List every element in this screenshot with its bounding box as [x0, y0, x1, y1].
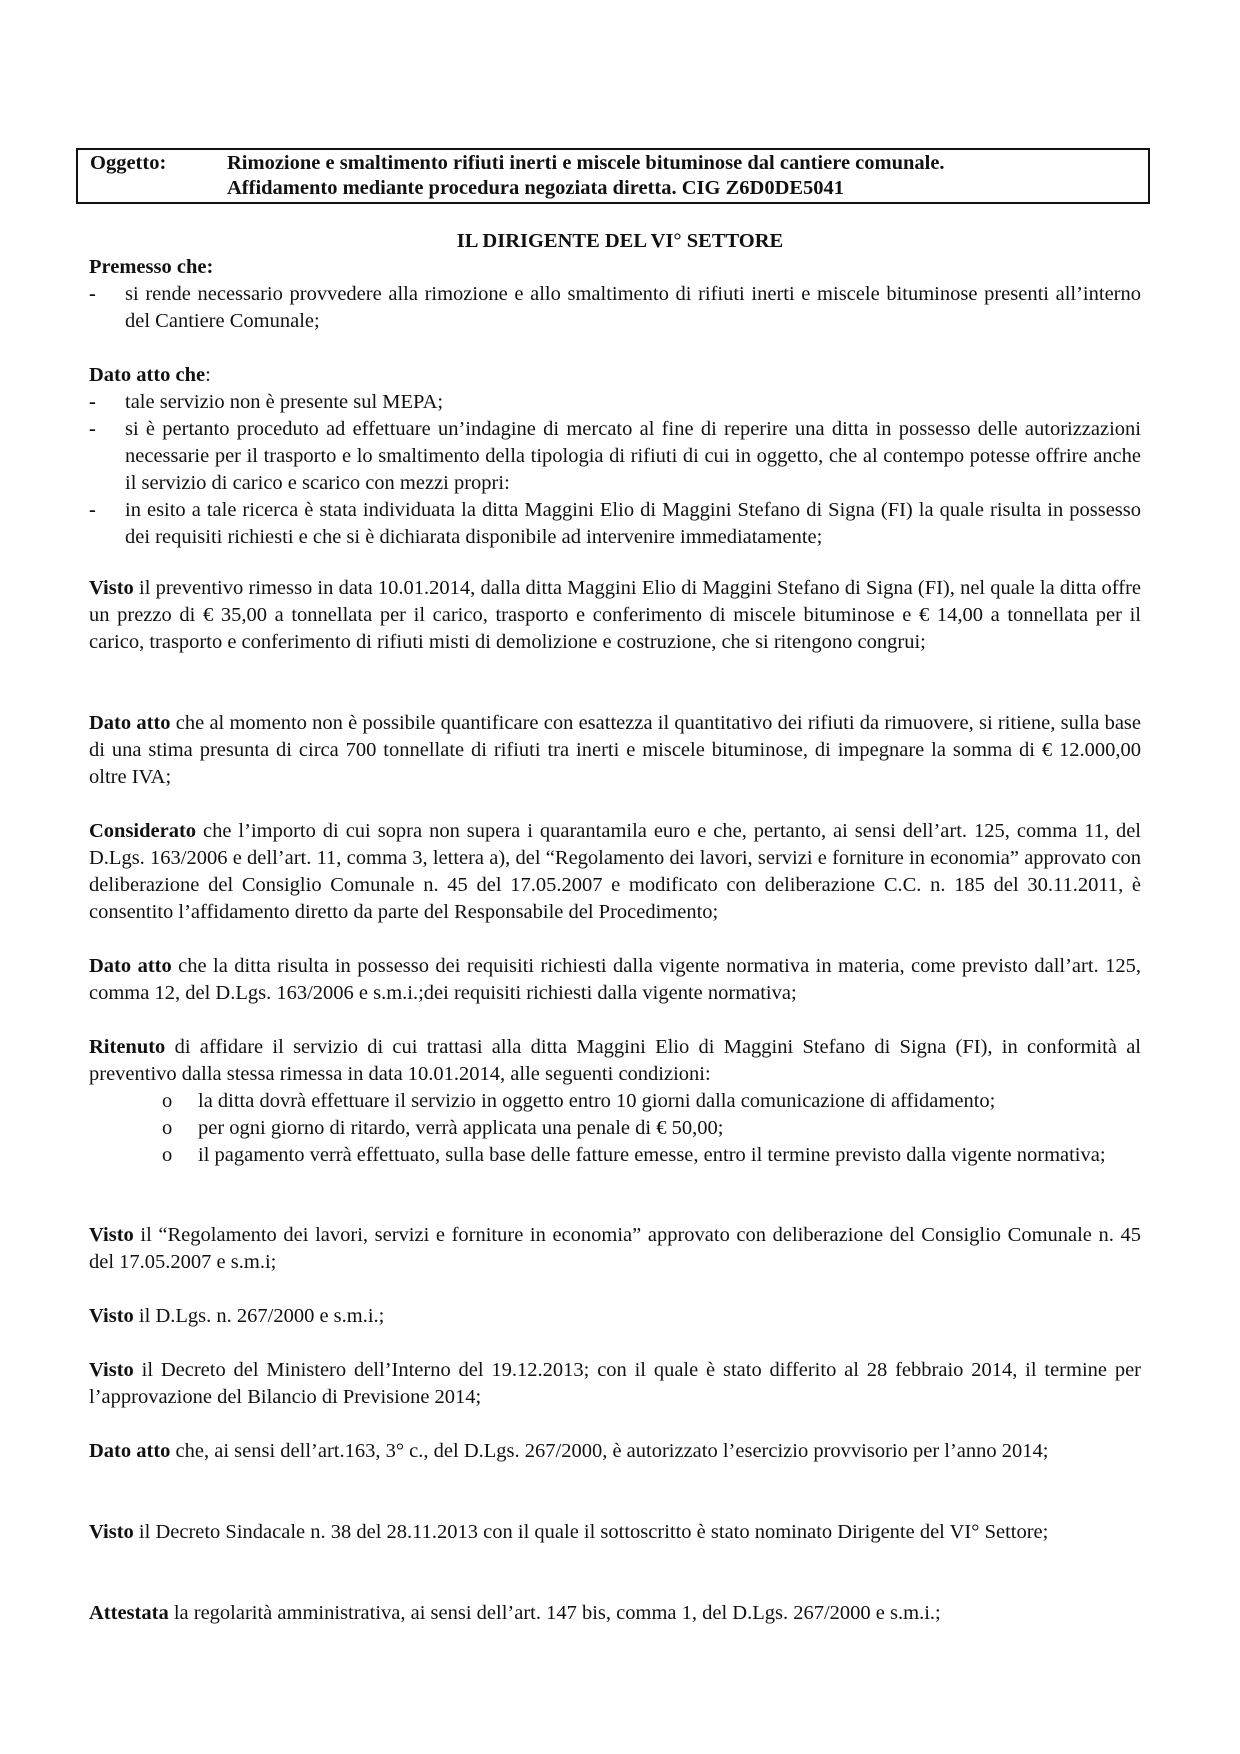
dash-bullet-icon: -	[89, 391, 96, 413]
section-premesso	[89, 254, 1141, 335]
paragraph-considerato: Considerato che l’importo di cui sopra non supera i quarantamila euro e che, pertanto, ai sensi dell’art. 125, comma 11, del D.Lgs. 163/2006 e dell’art. 11, comma 3, lettera a), del “Regolamento dei lavori, servizi e forniture in economia” approvato con deliberazione del Consiglio Comunale n. 45 del 17.05.2007 e modificato con deliberazione C.C. n. 185 del 30.11.2011, è consentito l’affidamento diretto da parte del Responsabile del Procedimento;	[89, 820, 1141, 923]
dash-bullet-icon: -	[89, 283, 96, 305]
section-heading: Dato atto che:	[89, 364, 211, 386]
subject-box	[76, 148, 1150, 204]
paragraph-attestata: Attestata la regolarità amministrativa, ai sensi dell’art. 147 bis, comma 1, del D.Lgs. 267/2000 e s.m.i.;	[89, 1602, 941, 1624]
circle-bullet-icon: o	[162, 1117, 173, 1139]
dash-bullet-icon: -	[89, 499, 96, 521]
paragraph-dato-atto-quantita: Dato atto che al momento non è possibile quantificare con esattezza il quantitativo dei rifiuti da rimuovere, si ritiene, sulla base di una stima presunta di circa 700 tonnellate di rifiuti tra inerti e miscele bituminose, di impegnare la somma di € 12.000,00 oltre IVA;	[89, 712, 1141, 788]
paragraph-ritenuto: Ritenuto di affidare il servizio di cui trattasi alla ditta Maggini Elio di Maggini Stefano di Signa (FI), in conformità al preventivo dalla stessa rimessa in data 10.01.2014, alle seguenti condizioni: o la ditta dovrà effettuare il servizio in oggetto entro 10 giorni dalla comunicazione di affidamento; o per ogni giorno di ritardo, verrà applicata una penale di € 50,00; o il pagamento verrà effettuato, sulla base delle fatture emesse, entro il termine previsto dalla vigente normativa;	[89, 1034, 1141, 1169]
subject-line-1: Rimozione e smaltimento rifiuti inerti e miscele bituminose dal cantiere comunale.	[227, 152, 945, 174]
list-item: - tale servizio non è presente sul MEPA;	[89, 389, 1141, 416]
paragraph-visto-decreto-ministero: Visto il Decreto del Ministero dell’Interno del 19.12.2013; con il quale è stato differito al 28 febbraio 2014, il termine per l’approvazione del Bilancio di Previsione 2014;	[89, 1359, 1141, 1408]
circle-bullet-icon: o	[162, 1144, 173, 1166]
document-title: IL DIRIGENTE DEL VI° SETTORE	[456, 230, 784, 252]
paragraph-visto-dlgs: Visto il D.Lgs. n. 267/2000 e s.m.i.;	[89, 1305, 385, 1327]
subject-label: Oggetto:	[90, 152, 167, 174]
list-item: - in esito a tale ricerca è stata individuata la ditta Maggini Elio di Maggini Stefano di Signa (FI) la quale risulta in possesso dei requisiti richiesti e che si è dichiarata disponibile ad intervenire immediatamente;	[89, 497, 1141, 551]
dash-bullet-icon: -	[89, 418, 96, 440]
circle-bullet-icon: o	[162, 1090, 173, 1112]
paragraph-dato-atto-esercizio: Dato atto che, ai sensi dell’art.163, 3° c., del D.Lgs. 267/2000, è autorizzato l’esercizio provvisorio per l’anno 2014;	[89, 1440, 1049, 1462]
section-heading: Premesso che:	[89, 256, 214, 278]
condition-item: o per ogni giorno di ritardo, verrà applicata una penale di € 50,00;	[89, 1115, 1141, 1142]
paragraph-visto-decreto-sindacale: Visto il Decreto Sindacale n. 38 del 28.11.2013 con il quale il sottoscritto è stato nominato Dirigente del VI° Settore;	[89, 1521, 1049, 1543]
condition-item: o la ditta dovrà effettuare il servizio in oggetto entro 10 giorni dalla comunicazione di affidamento;	[89, 1088, 1141, 1115]
paragraph-visto-regolamento: Visto il “Regolamento dei lavori, servizi e forniture in economia” approvato con deliberazione del Consiglio Comunale n. 45 del 17.05.2007 e s.m.i;	[89, 1224, 1141, 1273]
subject-line-2: Affidamento mediante procedura negoziata diretta. CIG Z6D0DE5041	[227, 177, 845, 199]
paragraph-dato-atto-requisiti: Dato atto che la ditta risulta in possesso dei requisiti richiesti dalla vigente normativa in materia, come previsto dall’art. 125, comma 12, del D.Lgs. 163/2006 e s.m.i.;dei requisiti richiesti dalla vigente normativa;	[89, 955, 1141, 1004]
list-item: - si è pertanto proceduto ad effettuare un’indagine di mercato al fine di reperire una ditta in possesso delle autorizzazioni necessarie per il trasporto e lo smaltimento della tipologia di rifiuti di cui in oggetto, che al contempo potesse offrire anche il servizio di carico e scarico con mezzi propri:	[89, 416, 1141, 497]
list-item: - si rende necessario provvedere alla rimozione e allo smaltimento di rifiuti inerti e miscele bituminose presenti all’interno del Cantiere Comunale;	[89, 281, 1141, 335]
paragraph-visto-preventivo: Visto il preventivo rimesso in data 10.01.2014, dalla ditta Maggini Elio di Maggini Stefano di Signa (FI), nel quale la ditta offre un prezzo di € 35,00 a tonnellata per il carico, trasporto e conferimento di miscele bituminose e € 14,00 a tonnellata per il carico, trasporto e conferimento di rifiuti misti di demolizione e costruzione, che si ritengono congrui;	[89, 577, 1141, 653]
condition-item: o il pagamento verrà effettuato, sulla base delle fatture emesse, entro il termine previsto dalla vigente normativa;	[89, 1142, 1141, 1169]
section-dato-atto	[89, 362, 1141, 551]
